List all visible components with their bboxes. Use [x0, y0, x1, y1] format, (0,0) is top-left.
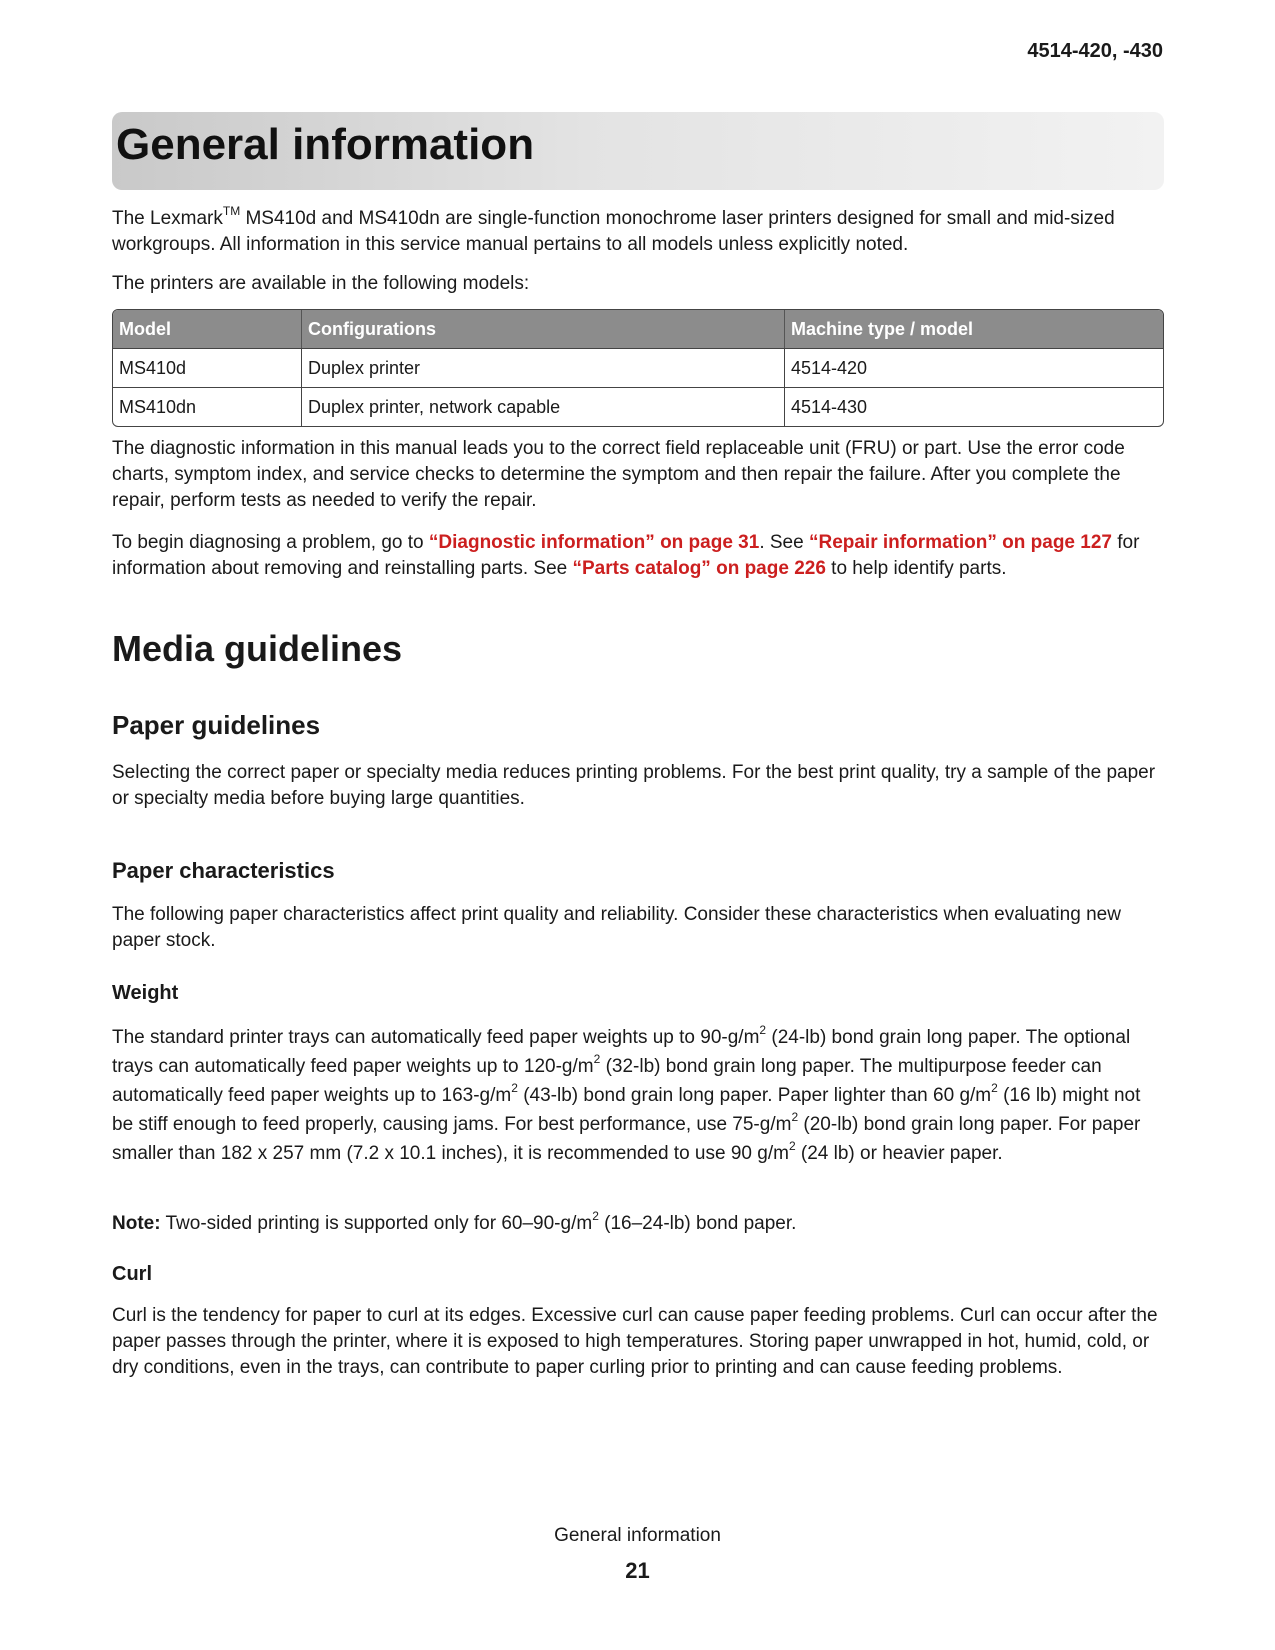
table-header-row — [113, 310, 1163, 348]
begin-text-1: To begin diagnosing a problem, go to — [112, 532, 429, 553]
diagnostic-information-link[interactable]: “Diagnostic information” on page 31 — [428, 532, 760, 553]
table-cell: MS410d — [113, 348, 302, 387]
superscript-2: 2 — [511, 1080, 518, 1095]
table-cell: 4514-420 — [785, 348, 1163, 387]
table-cell: Duplex printer, network capable — [302, 387, 785, 426]
table-cell: MS410dn — [113, 387, 302, 426]
superscript-2: 2 — [759, 1022, 767, 1037]
diagnostic-paragraph: The diagnostic information in this manual leads you to the correct field replaceable unit (FRU) or part. Use the error code charts, symptom index, and service checks to determine the symptom and then repair the failure. After you complete the repair, perform tests as needed to verify the repair. — [112, 438, 1125, 511]
table-row — [113, 348, 1163, 387]
superscript-2: 2 — [788, 1138, 796, 1153]
weight-text: (32-lb) bond grain long paper. The multipurpose feeder can automatically feed paper weights up to 163-g/m — [112, 1056, 1102, 1106]
curl-paragraph: Curl is the tendency for paper to curl at its edges. Excessive curl can cause paper feeding problems. Curl can occur after the paper passes through the printer, where it is exposed to high temperatures. Storing paper unwrapped in hot, humid, cold, or dry conditions, even in the trays, can contribute to paper curling prior to printing and can cause feeding problems. — [112, 1305, 1158, 1378]
begin-text-2: . See — [759, 532, 809, 553]
page-title: General information — [116, 120, 535, 169]
intro-text-start: The Lexmark — [112, 208, 223, 229]
paper-characteristics-heading: Paper characteristics — [112, 858, 335, 883]
parts-catalog-link[interactable]: “Parts catalog” on page 226 — [572, 558, 826, 579]
trademark-mark: TM — [222, 203, 241, 218]
models-table — [112, 309, 1164, 427]
weight-text: (24-lb) bond grain long paper. The optional trays can automatically feed paper weights up to 120-g/m — [112, 1027, 1131, 1077]
table-row — [113, 387, 1163, 426]
weight-heading: Weight — [112, 982, 179, 1004]
note-label: Note: — [112, 1213, 161, 1234]
superscript-2: 2 — [991, 1080, 998, 1095]
intro-text-rest: MS410d and MS410dn are single-function monochrome laser printers designed for small and mid-sized workgroups. All information in this service manual pertains to all models unless explicitly noted. — [112, 208, 1115, 255]
begin-text-3: for information about removing and reinstalling parts. See — [112, 532, 1140, 579]
curl-heading: Curl — [112, 1263, 152, 1285]
weight-text: (24 lb) or heavier paper. — [795, 1143, 1003, 1164]
weight-text: (16 lb) might not be stiff enough to feed properly, causing jams. For best performance, use 75-g/m — [112, 1085, 1141, 1135]
paper-guidelines-paragraph: Selecting the correct paper or specialty media reduces printing problems. For the best print quality, try a sample of the paper or specialty media before buying large quantities. — [112, 762, 1156, 809]
column-header-configurations: Configurations — [302, 310, 785, 348]
note-text: Two-sided printing is supported only for 60–90-g/m — [160, 1213, 593, 1234]
begin-diagnosing-paragraph — [112, 530, 1164, 582]
superscript-2: 2 — [592, 1208, 599, 1223]
media-guidelines-heading: Media guidelines — [112, 628, 403, 669]
superscript-2: 2 — [593, 1051, 601, 1066]
column-header-machine-type: Machine type / model — [785, 310, 1163, 348]
repair-information-link[interactable]: “Repair information” on page 127 — [808, 532, 1112, 553]
table-cell: Duplex printer — [302, 348, 785, 387]
footer-section-title: General information — [554, 1525, 721, 1546]
intro-paragraph — [112, 203, 1164, 258]
title-banner — [112, 112, 1164, 190]
superscript-2: 2 — [791, 1109, 799, 1124]
begin-text-4: to help identify parts. — [825, 558, 1007, 579]
column-header-model: Model — [113, 310, 302, 348]
paper-characteristics-paragraph: The following paper characteristics affect print quality and reliability. Consider these characteristics when evaluating new paper stock. — [112, 904, 1121, 951]
note-text: (16–24-lb) bond paper. — [598, 1213, 797, 1234]
page-number: 21 — [625, 1558, 650, 1583]
weight-paragraph — [112, 1023, 1164, 1168]
weight-text: The standard printer trays can automatically feed paper weights up to 90-g/m — [112, 1027, 760, 1048]
note-paragraph — [112, 1208, 1164, 1237]
weight-text: (43-lb) bond grain long paper. Paper lighter than 60 g/m — [517, 1085, 992, 1106]
header-model-code: 4514-420, -430 — [1027, 40, 1163, 62]
weight-text: (20-lb) bond grain long paper. For paper smaller than 182 x 257 mm (7.2 x 10.1 inches), it is recommended to use 90 g/m — [112, 1114, 1141, 1164]
models-intro: The printers are available in the following models: — [112, 273, 530, 294]
table-cell: 4514-430 — [785, 387, 1163, 426]
paper-guidelines-heading: Paper guidelines — [112, 710, 321, 740]
